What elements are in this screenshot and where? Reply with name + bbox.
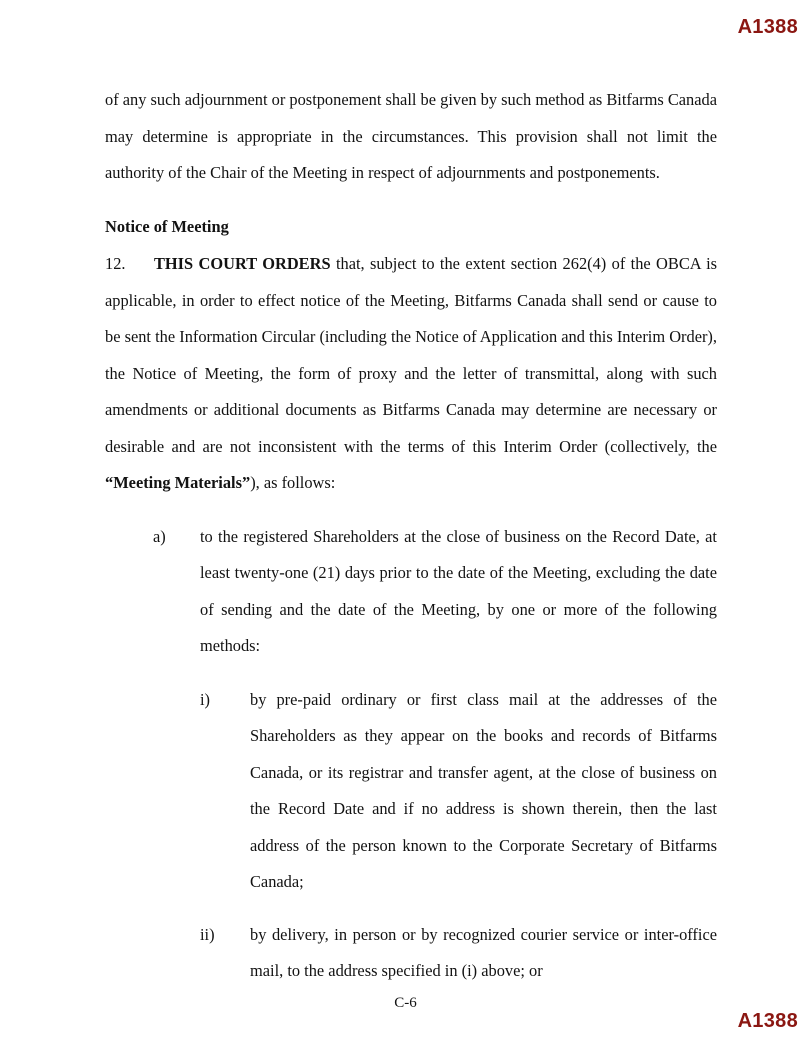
court-orders-bold-text: THIS COURT ORDERS — [154, 254, 331, 273]
list-item-i-label: i) — [200, 689, 211, 709]
clause-text-part1: that, subject to the extent section 262(4) of the OBCA is applicable, in order to effect notice of the Meeting, Bitfarms Canada shall send or cause to be sent the Information Circular (including the Notice of Application and this Interim Order), the Notice of Meeting, the form of proxy and the letter of transmittal, along with such amendments or additional documents as Bitfarms Canada may determine are necessary or desirable and are not inconsistent with the terms of this Interim Order (collectively, the — [105, 254, 717, 456]
clause-number: 12. — [105, 254, 126, 273]
bates-stamp-bottom: A1388 — [737, 1010, 798, 1032]
page-number: C-6 — [394, 995, 417, 1011]
clause-12-paragraph — [105, 246, 717, 502]
bates-stamp-top: A1388 — [737, 16, 798, 38]
clause-text-part2: ), as follows: — [250, 473, 336, 492]
list-item-i — [200, 682, 717, 901]
list-item-a — [153, 519, 717, 665]
section-heading: Notice of Meeting — [105, 216, 229, 236]
list-item-a-label: a) — [153, 526, 166, 546]
page-content — [105, 82, 717, 990]
defined-term-bold-text: “Meeting Materials” — [105, 473, 251, 492]
list-item-ii — [200, 917, 717, 990]
list-item-ii-label: ii) — [200, 924, 215, 944]
list-item-i-text: by pre-paid ordinary or first class mail at the addresses of the Shareholders as they appear on the books and records of Bitfarms Canada, or its registrar and transfer agent, at the close of business on the Record Date and if no address is shown therein, then the last address of the person known to the Corporate Secretary of Bitfarms Canada; — [250, 689, 717, 891]
list-item-a-text: to the registered Shareholders at the close of business on the Record Date, at least twenty-one (21) days prior to the date of the Meeting, excluding the date of sending and the date of the Meeting, by one or more of the following methods: — [200, 526, 717, 655]
intro-paragraph: of any such adjournment or postponement shall be given by such method as Bitfarms Canada may determine is appropriate in the circumstances. This provision shall not limit the authority of the Chair of the Meeting in respect of adjournments and postponements. — [105, 90, 717, 182]
list-item-ii-text: by delivery, in person or by recognized courier service or inter-office mail, to the address specified in (i) above; or — [250, 924, 717, 980]
